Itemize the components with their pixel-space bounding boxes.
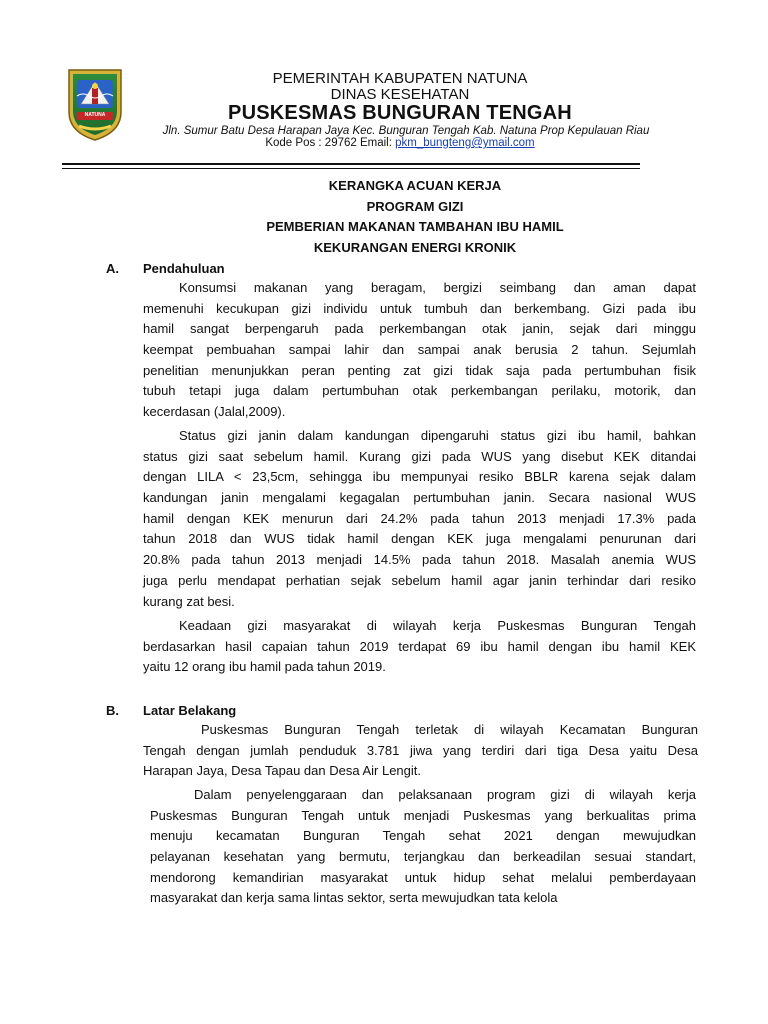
header-government: PEMERINTAH KABUPATEN NATUNA [272,70,528,87]
section-a-letter: A. [106,261,119,276]
text-line: kurang zat besi. [143,593,235,609]
postal-code-label: Kode Pos : 29762 Email: [265,137,396,149]
text-line: pelayanan kesehatan yang bermutu, terjangkau dan berkeadilan sesuai standart, [150,849,696,865]
text-line: status gizi saat sebelum hamil. Kurang gizi pada WUS yang disebut KEK ditandai [143,448,696,464]
header-rule-thin [62,168,640,169]
text-line: Puskesmas Bunguran Tengah terletak di wilayah Kecamatan Bunguran [201,722,698,737]
text-line: yaitu 12 orang ibu hamil pada tahun 2019. [143,659,386,675]
text-line: memenuhi kecukupan gizi individu untuk tumbuh dan berkembang. Gizi pada ibu [143,300,696,316]
text-line: Dalam penyelenggaraan dan pelaksanaan program gizi di wilayah kerja [194,787,696,802]
text-line: keempat pembuahan sampai lahir dan sampai anak berusia 2 tahun. Sejumlah [143,342,696,358]
section-a-heading: Pendahuluan [143,261,225,276]
doc-title-4: KEKURANGAN ENERGI KRONIK [313,240,517,255]
text-line: Status gizi janin dalam kandungan dipengaruhi status gizi ibu hamil, bahkan [179,428,696,443]
text-line: tubuh tetapi juga dalam pertumbuhan otak perkembangan perilaku, motorik, dan [143,383,696,399]
text-line: 20.8% pada tahun 2013 menjadi 14.5% pada tahun 2018. Masalah anemia WUS [143,552,696,568]
text-line: hamil dengan KEK menurun dari 24.2% pada tahun 2013 menjadi 17.3% pada [143,510,696,526]
text-line: kandungan janin mengalami kegagalan pertumbuhan janin. Secara nasional WUS [143,490,696,506]
text-line: berdasarkan hasil capaian tahun 2019 terdapat 69 ibu hamil dengan ibu hamil KEK [143,638,696,654]
header-department: DINAS KESEHATAN [330,86,470,103]
section-a-paragraph-2 [143,426,696,612]
email-link[interactable]: pkm_bungteng@ymail.com [395,137,535,149]
text-line: kecerdasan (Jalal,2009). [143,404,286,420]
doc-title-2: PROGRAM GIZI [366,199,464,214]
section-b-paragraph-1 [143,720,698,782]
section-b-letter: B. [106,703,119,718]
text-line: tahun 2018 dan WUS tidak hamil dengan KEK juga mengalami penurunan dari [143,531,696,547]
section-a-paragraph-1 [143,278,696,423]
header-address: Jln. Sumur Batu Desa Harapan Jaya Kec. Bunguran Tengah Kab. Natuna Prop Kepulauan Riau [162,125,650,137]
header-rule-thick [62,163,640,165]
text-line: menuju kecamatan Bunguran Tengah sehat 2021 dengan mewujudkan [150,828,696,844]
text-line: Puskesmas Bunguran Tengah untuk menjadi Puskesmas yang berkualitas prima [150,807,696,823]
header-contact [140,137,660,149]
text-line: penelitian menunjukkan peran penting zat gizi tidak saja pada pertumbuhan fisik [143,362,696,378]
text-line: Konsumsi makanan yang beragam, bergizi seimbang dan aman dapat [179,280,696,295]
regency-logo [63,66,127,142]
text-line: Keadaan gizi masyarakat di wilayah kerja Puskesmas Bunguran Tengah [179,618,696,633]
text-line: juga perlu mendapat perhatian sejak sebelum hamil agar janin terhindar dari resiko [143,572,696,588]
text-line: hamil sangat berpengaruh pada perkembangan otak janin, sejak dari minggu [143,321,696,337]
section-a-paragraph-3 [143,616,696,678]
text-line: Harapan Jaya, Desa Tapau dan Desa Air Lengit. [143,763,421,779]
section-b-paragraph-2 [150,785,696,909]
text-line: mendorong kemandirian masyarakat untuk hidup sehat melalui pemberdayaan [150,869,696,885]
section-b-heading: Latar Belakang [143,703,237,718]
text-line: dengan LILA < 23,5cm, sehingga ibu mempunyai resiko BBLR karena sejak dalam [143,469,696,485]
doc-title-3: PEMBERIAN MAKANAN TAMBAHAN IBU HAMIL [266,219,564,234]
header-institution: PUSKESMAS BUNGURAN TENGAH [228,102,572,124]
logo-caption: NATUNA [84,112,106,118]
text-line: masyarakat dan kerja sama lintas sektor, serta mewujudkan tata kelola [150,890,558,906]
text-line: Tengah dengan jumlah penduduk 3.781 jiwa yang terdiri dari tiga Desa yaitu Desa [143,742,698,758]
doc-title-1: KERANGKA ACUAN KERJA [328,178,502,193]
